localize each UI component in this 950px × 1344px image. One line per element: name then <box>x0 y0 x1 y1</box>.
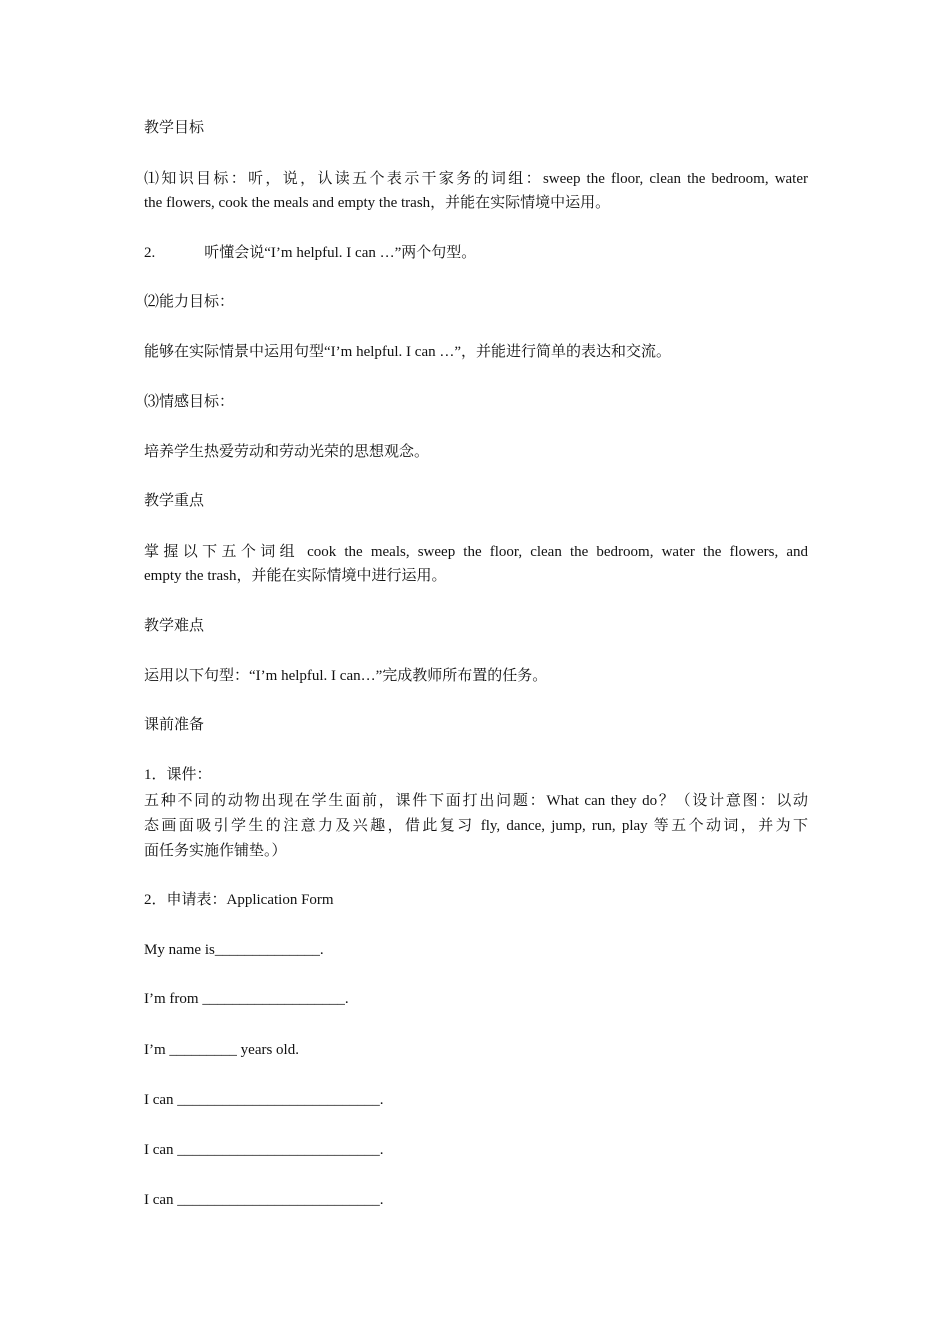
form-line-from: I’m from ___________________. <box>144 991 349 1007</box>
form-line-can-3: I can ___________________________. <box>144 1192 384 1208</box>
knowledge-objective-line-1: ⑴知识目标：听，说，认读五个表示干家务的词组：sweep the floor, clean the bedroom, water <box>144 171 808 187</box>
heading-teaching-difficulties: 教学难点 <box>144 618 205 634</box>
emotion-objective-heading: ⑶情感目标： <box>144 394 235 410</box>
knowledge-objective-line-2: the flowers, cook the meals and empty the trash，并能在实际情境中运用。 <box>144 195 611 211</box>
key-points-line-2: empty the trash，并能在实际情境中进行运用。 <box>144 568 447 584</box>
ability-objective-text: 能够在实际情景中运用句型“I’m helpful. I can …”，并能进行简单的表达和交流。 <box>144 344 672 360</box>
form-line-can-2: I can ___________________________. <box>144 1142 384 1158</box>
difficulties-text: 运用以下句型：“I’m helpful. I can…”完成教师所布置的任务。 <box>144 668 548 684</box>
heading-teaching-key-points: 教学重点 <box>144 493 205 509</box>
heading-teaching-objectives: 教学目标 <box>144 120 205 136</box>
objective-item-2-text: 听懂会说“I’m helpful. I can …”两个句型。 <box>204 245 477 261</box>
emotion-objective-text: 培养学生热爱劳动和劳动光荣的思想观念。 <box>144 444 430 460</box>
objective-item-2 <box>144 243 808 263</box>
prep-application-form-heading: 2．申请表：Application Form <box>144 892 334 908</box>
form-line-name: My name is______________. <box>144 942 324 958</box>
form-line-age: I’m _________ years old. <box>144 1042 299 1058</box>
heading-class-preparation: 课前准备 <box>144 717 205 733</box>
key-points-line-1: 掌握以下五个词组 cook the meals, sweep the floor, clean the bedroom, water the flowers, and <box>144 544 808 560</box>
prep-courseware-line-3: 面任务实施作铺垫。） <box>144 843 287 859</box>
prep-courseware-line-2: 态画面吸引学生的注意力及兴趣，借此复习 fly, dance, jump, run, play 等五个动词，并为下 <box>144 818 808 834</box>
objective-item-2-number: 2. <box>144 245 156 261</box>
form-line-can-1: I can ___________________________. <box>144 1092 384 1108</box>
prep-courseware-line-1: 五种不同的动物出现在学生面前，课件下面打出问题：What can they do？（设计意图：以动 <box>144 793 808 809</box>
ability-objective-heading: ⑵能力目标： <box>144 294 235 310</box>
prep-courseware-heading: 1．课件： <box>144 767 212 783</box>
